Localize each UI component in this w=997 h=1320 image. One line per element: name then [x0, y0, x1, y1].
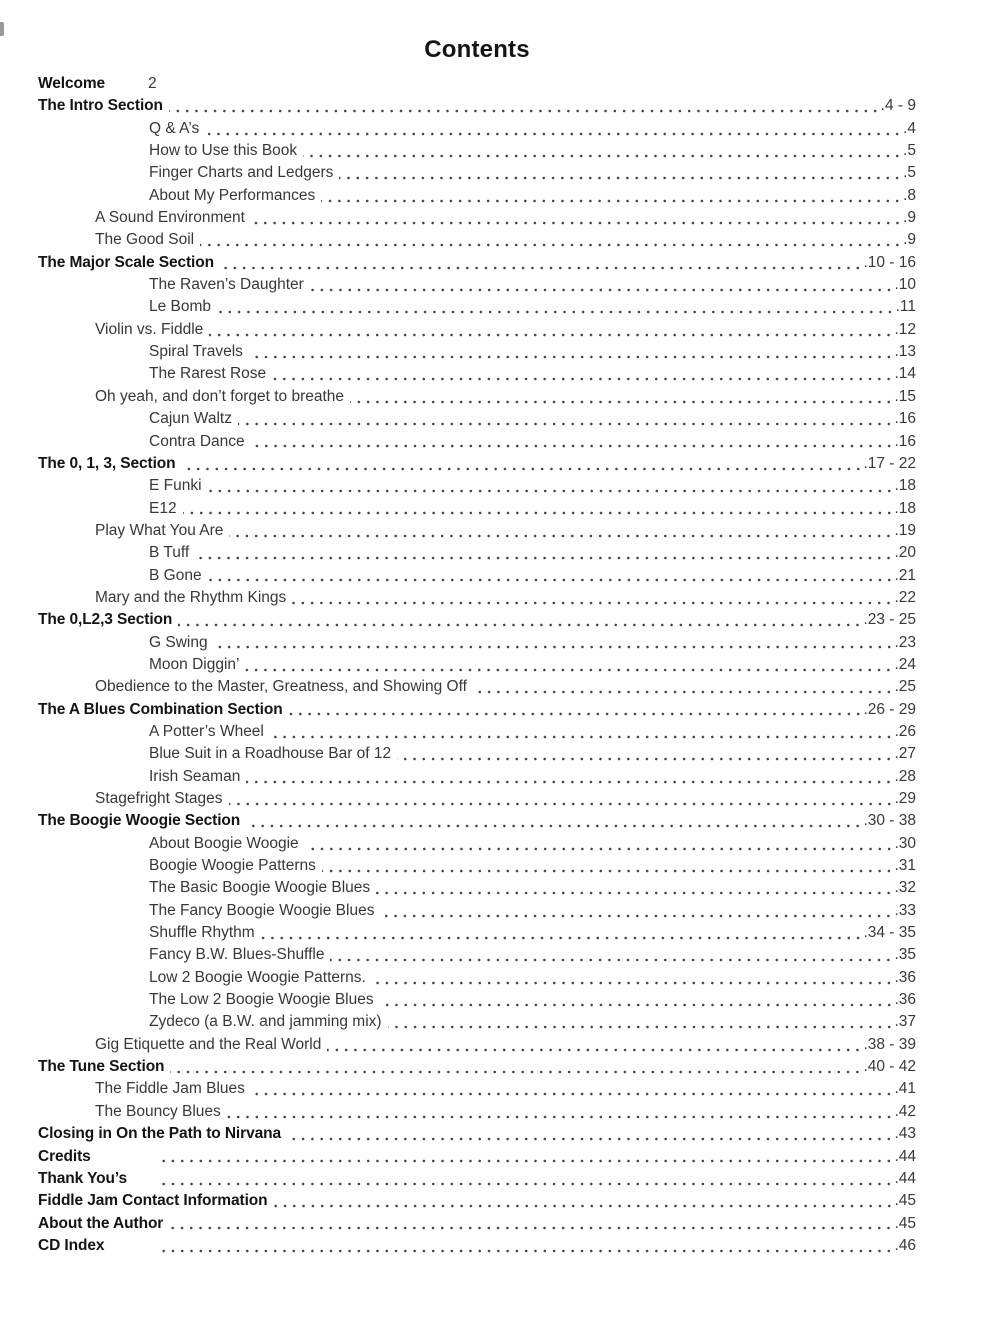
- toc-entry-page: .8: [903, 186, 916, 204]
- dot-leader: [251, 431, 895, 453]
- toc-entry-label: The Good Soil: [95, 231, 195, 249]
- toc-entry-label: Fancy B.W. Blues-Shuffle: [149, 946, 325, 964]
- toc-entry-page: .38 - 39: [863, 1035, 916, 1053]
- toc-entry: [38, 900, 916, 922]
- toc-entry-label: Contra Dance: [149, 432, 245, 450]
- toc-entry-page: .27: [894, 745, 916, 763]
- toc-entry-label: A Sound Environment: [95, 209, 245, 227]
- toc-entry-label: Stagefright Stages: [95, 790, 223, 807]
- toc-entry-label: The Major Scale Section: [38, 253, 215, 271]
- dot-leader: [160, 1168, 894, 1190]
- toc-entry-label: The Bouncy Blues: [95, 1102, 221, 1120]
- toc-entry: [38, 95, 916, 117]
- dot-leader: [322, 855, 895, 877]
- toc-entry-page: .31: [894, 857, 916, 875]
- dot-leader: [169, 95, 881, 117]
- toc-entry-label: The 0, 1, 3, Section: [38, 454, 176, 472]
- toc-entry: [38, 766, 916, 788]
- dot-leader: [380, 989, 895, 1011]
- toc-entry-page: .40 - 42: [863, 1058, 916, 1076]
- toc-entry-label: E Funki: [149, 477, 202, 495]
- dot-leader: [214, 632, 895, 654]
- toc-entry-label: B Gone: [149, 566, 202, 584]
- dot-leader: [272, 363, 894, 385]
- toc-entry-page: .44: [894, 1147, 916, 1165]
- toc-entry-label: Cajun Waltz: [149, 410, 232, 428]
- toc-entry-page: .13: [894, 343, 916, 361]
- dot-leader: [160, 1146, 894, 1168]
- dot-leader: [183, 498, 895, 520]
- toc-entry: [38, 1101, 916, 1123]
- toc-entry-label: A Potter’s Wheel: [149, 722, 264, 740]
- toc-entry: [38, 475, 916, 497]
- dot-leader: [292, 587, 894, 609]
- dot-leader: [229, 788, 895, 810]
- toc-entry-page: .36: [894, 991, 916, 1009]
- toc-entry-page: .12: [894, 320, 916, 338]
- toc-entry: [38, 1123, 916, 1145]
- toc-entry-page: .10: [894, 276, 916, 294]
- toc-entry: [38, 118, 916, 140]
- toc-entry: [38, 207, 916, 229]
- toc-entry-page: .11: [895, 298, 916, 316]
- toc-entry-label: The Raven’s Daughter: [149, 276, 304, 294]
- toc-entry-label: About the Author: [38, 1214, 164, 1232]
- toc-entry-page: .41: [894, 1080, 916, 1098]
- toc-entry-label: Thank You’s: [38, 1169, 128, 1187]
- toc-entry-page: .22: [894, 588, 916, 606]
- toc-entry: [38, 296, 916, 318]
- toc-entry: [38, 274, 916, 296]
- toc-entry-page: .32: [894, 879, 916, 897]
- dot-leader: [169, 1213, 894, 1235]
- toc-entry: [38, 363, 916, 385]
- toc-entry-page: .14: [894, 365, 916, 383]
- toc-entry-page: .45: [894, 1192, 916, 1210]
- toc-entry: [38, 922, 916, 944]
- toc-entry: [38, 833, 916, 855]
- dot-leader: [249, 341, 895, 363]
- toc-entry-page: .45: [894, 1214, 916, 1232]
- toc-entry-label: The 0,L2,3 Section: [38, 611, 173, 629]
- toc-entry-label: The Fancy Boogie Woogie Blues: [149, 901, 375, 919]
- toc-entry-label: Play What You Are: [95, 521, 224, 539]
- toc-entry-label: G Swing: [149, 633, 208, 651]
- toc-entry-page: .42: [894, 1102, 916, 1120]
- toc-entry-page: .20: [894, 544, 916, 562]
- toc-entry-page: .37: [894, 1013, 916, 1031]
- dot-leader: [251, 207, 903, 229]
- toc-entry-page: .36: [894, 968, 916, 986]
- toc-entry-label: Moon Diggin’: [149, 655, 240, 673]
- toc-entry: [38, 408, 916, 430]
- toc-entry-label: Closing in On the Path to Nirvana: [38, 1125, 281, 1143]
- toc-entry-page: .34 - 35: [863, 924, 916, 942]
- dot-leader: [376, 877, 894, 899]
- toc-entry-label: CD Index: [38, 1236, 105, 1254]
- toc-entry-page: .4: [903, 119, 916, 137]
- toc-entry: [38, 676, 916, 698]
- toc-entry: [38, 1034, 916, 1056]
- toc-entry: [38, 989, 916, 1011]
- dot-leader: [339, 162, 903, 184]
- dot-leader: [305, 833, 895, 855]
- dot-leader: [327, 1034, 863, 1056]
- toc-entry-label: Violin vs. Fiddle: [95, 320, 204, 338]
- toc-entry-page: .26 - 29: [863, 700, 916, 718]
- toc-entry-page: .30 - 38: [863, 812, 916, 830]
- toc-entry-page: 2: [148, 75, 157, 92]
- toc-entry: [38, 498, 916, 520]
- toc-entry-page: .5: [903, 164, 916, 182]
- toc-entry: [38, 721, 916, 743]
- dot-leader: [274, 1190, 895, 1212]
- dot-leader: [321, 185, 903, 207]
- toc-entry: [38, 386, 916, 408]
- dot-leader: [289, 699, 864, 721]
- dot-leader: [473, 676, 895, 698]
- toc-entry-label: E12: [149, 499, 177, 517]
- toc-entry-label: Welcome: [38, 75, 106, 92]
- toc-entry-page: .26: [894, 722, 916, 740]
- dot-leader: [245, 654, 894, 676]
- toc-entry-page: .9: [903, 231, 916, 249]
- dot-leader: [209, 319, 894, 341]
- dot-leader: [178, 609, 863, 631]
- toc-entry-label: The A Blues Combination Section: [38, 700, 283, 718]
- toc-entry-page: .35: [894, 946, 916, 964]
- toc-entry-page: .5: [903, 142, 916, 160]
- toc-entry: [38, 699, 916, 721]
- toc-entry-page: .23 - 25: [863, 611, 916, 629]
- toc-entry-label: The Tune Section: [38, 1058, 165, 1076]
- toc-entry-page: .29: [894, 790, 916, 807]
- toc-entry-label: Gig Etiquette and the Real World: [95, 1035, 322, 1053]
- toc-entry-page: .19: [894, 521, 916, 539]
- dot-leader: [303, 140, 903, 162]
- toc-entry-page: .46: [894, 1236, 916, 1254]
- toc-entry-label: Obedience to the Master, Greatness, and Showing Off: [95, 678, 467, 696]
- dot-leader: [261, 922, 864, 944]
- toc-list: [38, 73, 916, 1257]
- toc-entry-page: .10 - 16: [863, 253, 916, 271]
- dot-leader: [205, 118, 903, 140]
- toc-entry: [38, 1190, 916, 1212]
- toc-entry: [38, 609, 916, 631]
- toc-entry: [38, 185, 916, 207]
- toc-entry: [38, 587, 916, 609]
- toc-entry-page: .18: [894, 477, 916, 495]
- toc-entry-label: Spiral Travels: [149, 343, 243, 361]
- toc-entry: [38, 1213, 916, 1235]
- toc-entry-label: The Boogie Woogie Section: [38, 812, 241, 830]
- toc-entry: [38, 632, 916, 654]
- toc-entry: [38, 1078, 916, 1100]
- toc-entry-page: .21: [894, 566, 916, 584]
- toc-entry: [38, 229, 916, 251]
- dot-leader: [238, 408, 894, 430]
- toc-entry: [38, 1168, 916, 1190]
- toc-entry-page: .24: [894, 655, 916, 673]
- dot-leader: [208, 475, 895, 497]
- dot-leader: [270, 721, 895, 743]
- toc-entry: [38, 944, 916, 966]
- dot-leader: [388, 1011, 895, 1033]
- scan-edge-artifact: [0, 22, 4, 36]
- toc-entry-label: B Tuff: [149, 544, 190, 562]
- toc-entry-page: .43: [894, 1125, 916, 1143]
- toc-entry-label: Irish Seaman: [149, 767, 241, 785]
- toc-entry: [38, 162, 916, 184]
- dot-leader: [330, 944, 894, 966]
- toc-entry-page: .25: [894, 678, 916, 696]
- toc-entry-page: .23: [894, 633, 916, 651]
- toc-entry-page: .44: [894, 1169, 916, 1187]
- dot-leader: [310, 274, 895, 296]
- toc-entry-label: Finger Charts and Ledgers: [149, 164, 334, 182]
- toc-entry-label: Boogie Woogie Patterns: [149, 857, 316, 875]
- toc-entry-page: .15: [894, 387, 916, 405]
- dot-leader: [170, 1056, 863, 1078]
- toc-entry: [38, 1146, 916, 1168]
- toc-entry: [38, 542, 916, 564]
- toc-entry-label: Credits: [38, 1147, 91, 1165]
- toc-entry-label: The Low 2 Boogie Woogie Blues: [149, 991, 374, 1009]
- toc-entry-label: How to Use this Book: [149, 142, 298, 160]
- dot-leader: [350, 386, 894, 408]
- toc-entry-label: Blue Suit in a Roadhouse Bar of 12: [149, 745, 392, 763]
- toc-entry: [38, 1235, 916, 1257]
- toc-entry: [38, 1011, 916, 1033]
- toc-entry-page: .16: [894, 432, 916, 450]
- toc-entry: [38, 967, 916, 989]
- dot-leader: [200, 229, 903, 251]
- toc-entry-label: The Basic Boogie Woogie Blues: [149, 879, 371, 897]
- toc-entry-label: About Boogie Woogie: [149, 834, 299, 852]
- toc-entry: [38, 654, 916, 676]
- toc-entry-label: Q & A’s: [149, 119, 200, 137]
- dot-leader: [246, 766, 894, 788]
- toc-entry-label: About My Performances: [149, 186, 316, 204]
- toc-entry-label: Fiddle Jam Contact Information: [38, 1192, 268, 1210]
- toc-entry: [38, 520, 916, 542]
- dot-leader: [397, 743, 894, 765]
- toc-entry-page: .18: [894, 499, 916, 517]
- toc-entry-label: Zydeco (a B.W. and jamming mix): [149, 1013, 382, 1031]
- dot-leader: [182, 453, 864, 475]
- toc-entry: [38, 431, 916, 453]
- toc-entry: [38, 855, 916, 877]
- dot-leader: [380, 900, 894, 922]
- toc-entry-page: .4 - 9: [880, 97, 916, 115]
- dot-leader: [227, 1101, 895, 1123]
- dot-leader: [160, 1235, 894, 1257]
- dot-leader: [287, 1123, 894, 1145]
- toc-entry-label: Low 2 Boogie Woogie Patterns.: [149, 968, 366, 986]
- toc-entry-page: .30: [894, 834, 916, 852]
- toc-entry-label: The Rarest Rose: [149, 365, 267, 383]
- dot-leader: [195, 542, 894, 564]
- toc-entry-label: Mary and the Rhythm Kings: [95, 588, 287, 606]
- toc-entry: [38, 341, 916, 363]
- dot-leader: [229, 520, 894, 542]
- toc-entry: [38, 1056, 916, 1078]
- toc-entry-label: Shuffle Rhythm: [149, 924, 255, 942]
- toc-entry: [38, 877, 916, 899]
- toc-entry: [38, 565, 916, 587]
- page-title: Contents: [424, 36, 530, 63]
- toc-entry: [38, 810, 916, 832]
- toc-entry: [38, 453, 916, 475]
- toc-entry-label: The Intro Section: [38, 97, 163, 115]
- dot-leader: [220, 252, 863, 274]
- toc-entry: [38, 788, 916, 810]
- dot-leader: [246, 810, 863, 832]
- toc-entry-page: .33: [894, 901, 916, 919]
- toc-entry-page: .9: [903, 209, 916, 227]
- toc-entry: [38, 743, 916, 765]
- toc-entry: [38, 252, 916, 274]
- toc-entry-page: .17 - 22: [863, 454, 916, 472]
- dot-leader: [217, 296, 896, 318]
- toc-entry-label: Oh yeah, and don’t forget to breathe: [95, 387, 345, 405]
- toc-entry: [38, 73, 916, 95]
- toc-entry-page: .28: [894, 767, 916, 785]
- dot-leader: [372, 967, 895, 989]
- toc-entry: [38, 140, 916, 162]
- toc-entry-page: .16: [894, 410, 916, 428]
- dot-leader: [251, 1078, 895, 1100]
- toc-entry: [38, 319, 916, 341]
- toc-entry-label: Le Bomb: [149, 298, 212, 316]
- dot-leader: [208, 565, 895, 587]
- toc-entry-label: The Fiddle Jam Blues: [95, 1080, 245, 1098]
